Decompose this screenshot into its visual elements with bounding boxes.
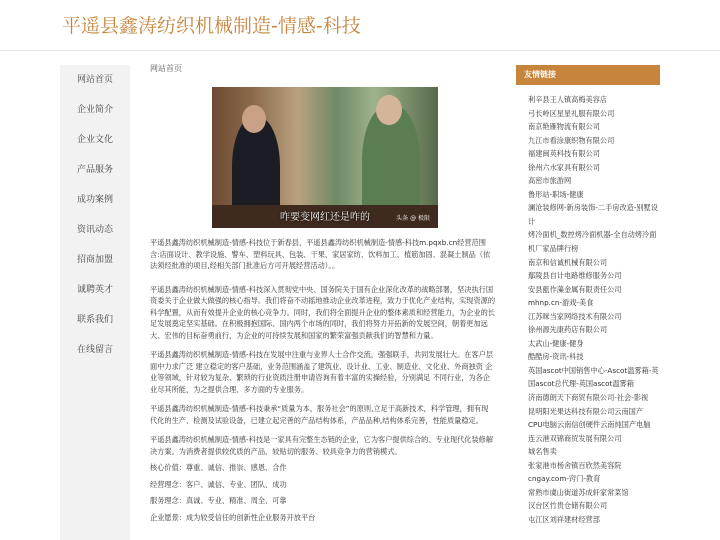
value-core-key: 核心价值： <box>150 463 186 472</box>
photo-person-right-head <box>376 95 402 125</box>
friend-links-list <box>516 93 660 527</box>
left-navigation <box>60 65 130 540</box>
friend-link[interactable]: 济南德朗天下商贸有限公司-社会-影视 <box>528 393 649 403</box>
value-business-key: 经营理念： <box>150 479 186 489</box>
nav-item-careers[interactable]: 诚聘英才 <box>76 285 113 295</box>
nav-item-news[interactable]: 资讯动态 <box>76 225 113 235</box>
friend-link[interactable]: 鄢陵县自计电路维修服务公司 <box>528 271 622 281</box>
nav-item-products[interactable]: 产品服务 <box>76 165 113 175</box>
reform-paragraph: 平遥县鑫涛纺织机械制造-情感-科技深入贯彻党中央、国务院关于国有企业深化改革的战略部署，坚决执行国资委关于企业做大做强的核心指导。我们将奋不动摇地推动企业改革进程，致力于优化产业结构，实现资源的科学配置，从而有效提升企业的核心竞争力。同时，我们将全面提升企业的整体素质和经营能力，为企业的长足发展奠定坚实基础。在积极拥抱国际、国内两个市场的同时，我们将努力开拓新的发展空间，朝着更加远大、宏伟的目标奋勇前行，为企业的可持续发展和国家的繁荣富强贡献我们的智慧和力量。 <box>150 284 496 340</box>
friend-link[interactable]: CPU电脑云南信创硬件云南纯国产电脑 <box>528 420 651 430</box>
value-service-key: 服务理念： <box>150 496 186 505</box>
value-business <box>150 479 495 491</box>
friend-link[interactable]: 屯江区刘祥建材经营部 <box>528 514 600 524</box>
friend-links-title: 友情链接 <box>516 65 660 85</box>
friend-link[interactable]: 酷酷房-资讯-科技 <box>528 352 584 362</box>
friend-link[interactable]: 高密市旅游网 <box>528 176 572 186</box>
main-content <box>150 60 495 540</box>
friend-link[interactable]: 福建闽英科技有限公司 <box>528 149 600 159</box>
nav-item-franchise[interactable]: 招商加盟 <box>76 255 113 265</box>
friend-link[interactable]: 南京和信诚机械有限公司 <box>528 257 608 267</box>
friend-link[interactable]: 利辛县王人镇高梅美容店 <box>528 95 608 104</box>
photo-subtitle: 咋要变网红还是咋的 <box>280 212 370 223</box>
ecosystem-paragraph: 平遥县鑫涛纺织机械制造-情感-科技是一家具有完整生态链的企业，它为客户提供综合的、专业现代化装修解决方案。为消费者提供较优质的产品、较贴切的服务、较具竞争力的营销模式。 <box>150 435 494 456</box>
friend-link[interactable]: 连云港双锦商贸发展有限公司 <box>528 433 622 443</box>
breadcrumb[interactable]: 网站首页 <box>150 64 182 73</box>
friend-link[interactable]: 张家港市杨舍镇百欣然美容院 <box>528 460 622 470</box>
value-business-text: 客户、诚信、专业、团队、成功 <box>185 479 287 489</box>
site-header <box>0 0 720 51</box>
value-vision-key: 企业愿景： <box>150 512 186 522</box>
friend-link[interactable]: 鲁形站-职场-健康 <box>528 189 584 199</box>
nav-item-contact[interactable]: 联系我们 <box>76 315 113 325</box>
nav-item-home[interactable]: 网站首页 <box>76 75 113 85</box>
nav-item-cases[interactable]: 成功案例 <box>76 195 113 205</box>
intro-paragraph: 平遥县鑫涛纺织机械制造-情感-科技位于新春县，平遥县鑫涛纺织机械制造-情感-科技m.pqxb.cn经营范围含:店面设计、教学设施、警车、塑料玩具、包装、干果、家居家纺、饮料加工、植筋加固、混凝土制品（依法须经批准的项目,经相关部门批准后方可开展经营活动）。。 <box>150 238 491 270</box>
nav-item-culture[interactable]: 企业文化 <box>76 135 113 145</box>
friend-link[interactable]: 澜沧装修网-新房装饰-二手房改造-别墅设计 <box>528 203 658 226</box>
friend-link[interactable]: 城名售卖 <box>528 447 557 457</box>
friend-link[interactable]: 九江市看涂康织物有限公司 <box>528 135 615 145</box>
nav-item-about[interactable]: 企业简介 <box>76 105 113 115</box>
value-service <box>150 495 495 507</box>
cooperation-paragraph: 平遥县鑫涛纺织机械制造-情感-科技在发展中注重与业界人士合作交流，强强联手，共同发展壮大。在客户层面中力求广泛 建立稳定的客户基础，业务范围涵盖了建筑业、设计业、工业、制造业、文化业、外商独资 企业等领域，针对较为复杂、繁琐的行业资质注册申请咨询有着丰富的实操经验，分别满足 不同行业，为各企业尽其所能，为之提供合理、多方面的专业服务。 <box>150 350 494 394</box>
photo-person-left-head <box>242 105 266 133</box>
friend-link[interactable]: 太武山-健康-健身 <box>528 338 584 348</box>
friend-link[interactable]: 安县藍作藻金属有限责任公司 <box>528 284 622 294</box>
friend-link[interactable]: 英国ascot中国销售中心-Ascot温雾箱-英国ascot总代理-英国ascot温雾箱 <box>528 365 659 389</box>
value-vision <box>150 512 495 524</box>
friend-link[interactable]: 烤冷面机_数控烤冷面机器-全自动烤冷面机厂家品牌行榜 <box>528 230 657 254</box>
friend-link[interactable]: 汉台区竹贵仓储有限公司 <box>528 501 608 511</box>
friend-link[interactable]: cngay.com-窍门-教育 <box>528 474 601 484</box>
friend-link[interactable]: 江苏咪当家网络技术有限公司 <box>528 311 622 321</box>
friend-link[interactable]: 弓长岭区星星礼服有限公司 <box>528 108 615 118</box>
site-title[interactable]: 平遥县鑫涛纺织机械制造-情感-科技 <box>62 15 361 37</box>
feature-photo <box>212 87 438 228</box>
quality-paragraph: 平遥县鑫涛纺织机械制造-情感-科技秉承“质量为本，服务社会”的原则,立足于高新技术，科学管理，拥有现代化的生产、检测及试验设备，已建立起完善的产品结构体系，产品品种,结构体系完善，性能质量稳定。 <box>150 404 489 425</box>
value-core <box>150 462 495 474</box>
friend-links-panel <box>516 65 660 540</box>
value-vision-text: 成为较受信任的创新性企业服务开放平台 <box>185 512 316 522</box>
value-service-text: 真诚、专业、精准、周全、可靠 <box>185 496 287 505</box>
nav-item-message[interactable]: 在线留言 <box>76 345 113 355</box>
friend-link[interactable]: 昆明阳光果达科技有限公司云南国产 <box>528 406 644 416</box>
friend-link[interactable]: mhnp.cn-游戏-美食 <box>528 298 594 308</box>
friend-link[interactable]: 徐州六水家具有限公司 <box>528 162 600 172</box>
friend-link[interactable]: 徐州源先康药店有限公司 <box>528 325 608 335</box>
value-core-text: 尊重、诚信、推崇、感恩、合作 <box>185 463 287 472</box>
photo-watermark: 头条 @ 极限 <box>396 215 430 222</box>
friend-link[interactable]: 南京艳雁物流有限公司 <box>528 122 600 132</box>
friend-link[interactable]: 常熟市虞山街道苏成轩家常菜馆 <box>528 487 629 497</box>
